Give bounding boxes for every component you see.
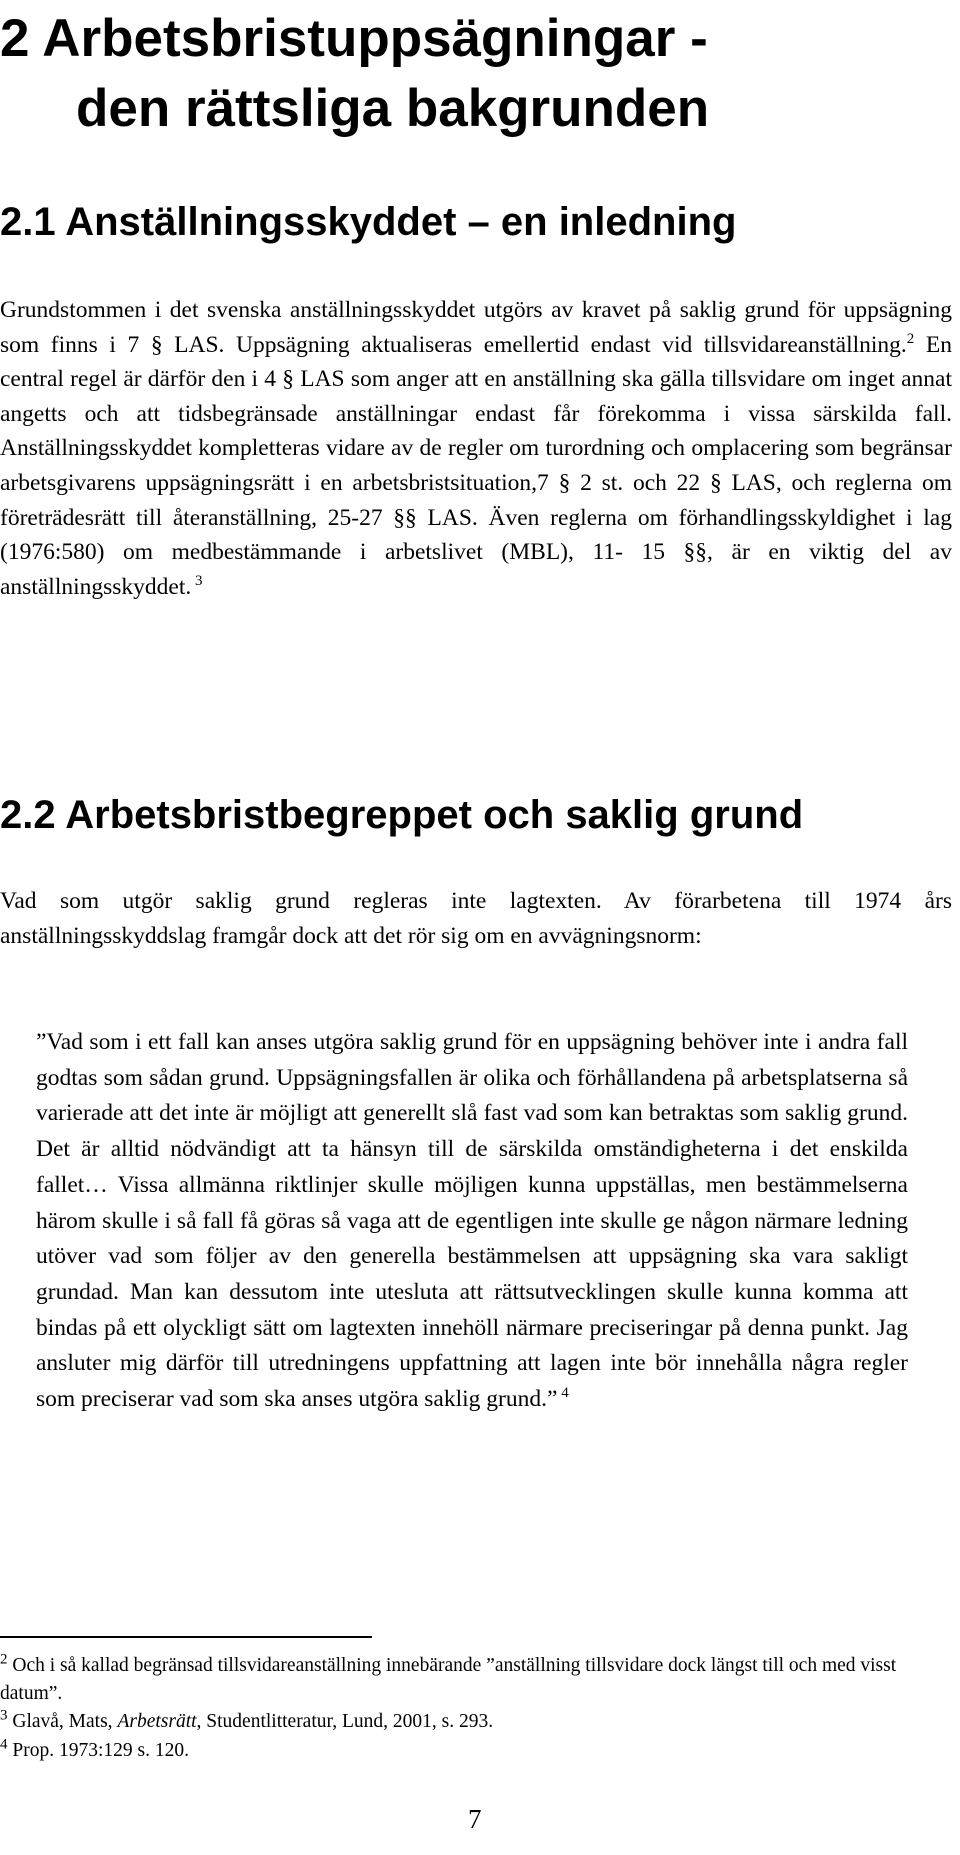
footnote-3-number: 3 <box>0 1707 8 1724</box>
paragraph-text-part-2: En central regel är därför den i 4 § LAS som anger att en anställning ska gälla tillsvidare om inget annat angetts och att tidsbegränsade anställningar endast får förekomma i vissa särskilda fall. Anställningsskyddet kompletteras vidare av de regler om turordning och omplacering som begränsar arbetsgivarens uppsägningsrätt i en arbetsbristsituation,7 § 2 st. och 22 § LAS, och reglerna om företrädesrätt till återanställning, 25-27 §§ LAS. Även reglerna om förhandlingsskyldighet i lag (1976:580) om medbestämmande i arbetslivet (MBL), 11- 15 §§, är en viktig del av anställningsskyddet. <box>0 331 952 600</box>
section-heading-2-1: 2.1 Anställningsskyddet – en inledning <box>0 200 737 244</box>
footnote-4-text: Prop. 1973:129 s. 120. <box>7 1740 189 1761</box>
footnote-ref-2: 2 <box>906 330 915 347</box>
footnote-2 <box>0 1652 952 1708</box>
footnote-ref-3: 3 <box>191 572 203 589</box>
footnote-3-book-title: Arbetsrätt <box>117 1711 197 1732</box>
section-heading-2-2: 2.2 Arbetsbristbegreppet och saklig grund <box>0 793 804 837</box>
page-number: 7 <box>468 1804 482 1834</box>
block-quote <box>36 1025 908 1418</box>
footnote-4 <box>0 1737 952 1765</box>
paragraph-text-part-1: Grundstommen i det svenska anställningsskyddet utgörs av kravet på saklig grund för uppsägning som finns i 7 § LAS. Uppsägning aktualiseras emellertid endast vid tillsvidareanställning. <box>0 297 952 358</box>
footnote-3-text-before: Glavå, Mats, <box>7 1711 118 1732</box>
chapter-title-line-1: 2 Arbetsbristuppsägningar - <box>0 9 708 68</box>
footnote-separator <box>0 1636 372 1638</box>
footnote-ref-4: 4 <box>557 1385 569 1402</box>
section-2-1-paragraph <box>0 293 952 604</box>
section-2-2-paragraph: Vad som utgör saklig grund regleras inte lagtexten. Av förarbetena till 1974 års anställningsskyddslag framgår dock att det rör sig om en avvägningsnorm: <box>0 888 952 949</box>
quote-text: ”Vad som i ett fall kan anses utgöra saklig grund för en uppsägning behöver inte i andra fall godtas som sådan grund. Uppsägningsfallen är olika och förhållandena på arbetsplatserna så varierade att det inte är möjligt att generellt slå fast vad som kan betraktas som saklig grund. Det är alltid nödvändigt att ta hänsyn till de särskilda omständigheterna i det enskilda fallet… Vissa allmänna riktlinjer skulle möjligen kunna uppställas, men bestämmelserna härom skulle i så fall få göras så vaga att de egentligen inte skulle ge någon närmare ledning utöver vad som följer av den generella bestämmelsen att uppsägning ska vara sakligt grundad. Man kan dessutom inte utesluta att rättsutvecklingen skulle kunna komma att bindas på ett olyckligt sätt om lagtexten innehöll närmare preciseringar på denna punkt. Jag ansluter mig därför till utredningens uppfattning att lagen inte bör innehålla några regler som preciserar vad som ska anses utgöra saklig grund.” <box>36 1029 908 1413</box>
footnote-2-number: 2 <box>0 1651 8 1668</box>
footnote-2-text: Och i så kallad begränsad tillsvidareanställning innebärande ”anställning tillsvidare dock längst till och med visst datum”. <box>0 1655 897 1704</box>
footnote-3 <box>0 1708 952 1736</box>
footnote-3-text-after: , Studentlitteratur, Lund, 2001, s. 293. <box>196 1711 494 1732</box>
chapter-title-line-2: den rättsliga bakgrunden <box>76 79 710 138</box>
chapter-title <box>0 4 950 144</box>
footnote-4-number: 4 <box>0 1736 8 1753</box>
